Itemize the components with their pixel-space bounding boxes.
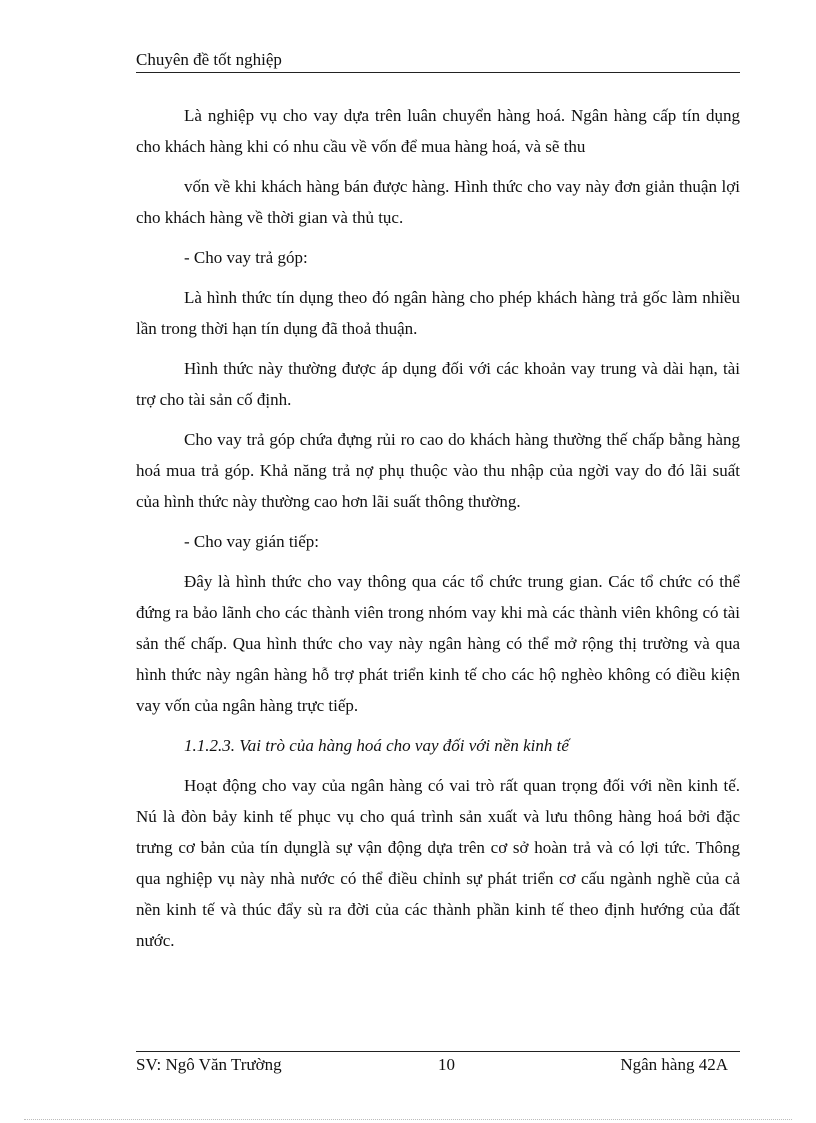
- paragraph: vốn về khi khách hàng bán được hàng. Hình thức cho vay này đơn giản thuận lợi cho khách hàng về thời gian và thủ tục.: [136, 177, 740, 227]
- section-heading: 1.1.2.3. Vai trò của hàng hoá cho vay đối với nền kinh tế: [184, 736, 569, 755]
- paragraph: Hoạt động cho vay của ngân hàng có vai trò rất quan trọng đối với nền kinh tế. Nú là đòn bảy kinh tế phục vụ cho quá trình sản xuất và lưu thông hàng hoá bởi đặc trưng cơ bản của tín dụnglà sự vận động dựa trên cơ sở hoàn trả và có lợi tức. Thông qua nghiệp vụ này nhà nước có thể điều chỉnh sự phát triển cơ cấu ngành nghề của cả nền kinh tế và thúc đẩy sù ra đời của các thành phần kinh tế theo định hướng của đất nước.: [136, 776, 740, 950]
- paragraph: Cho vay trả góp chứa đựng rủi ro cao do khách hàng thường thế chấp bằng hàng hoá mua trả góp. Khả năng trả nợ phụ thuộc vào thu nhập của ngời vay do đó lãi suất của hình thức này thường cao hơn lãi suất thông thường.: [136, 430, 740, 511]
- paragraph: Là nghiệp vụ cho vay dựa trên luân chuyển hàng hoá. Ngân hàng cấp tín dụng cho khách hàng khi có nhu cầu về vốn để mua hàng hoá, và sẽ thu: [136, 106, 740, 156]
- page-bottom-edge: [24, 1119, 792, 1120]
- footer-class: Ngân hàng 42A: [620, 1055, 728, 1074]
- list-heading: - Cho vay gián tiếp:: [184, 532, 320, 551]
- document-body: [136, 100, 740, 956]
- footer-student: SV: Ngô Văn Trường: [136, 1055, 282, 1074]
- footer-divider: [136, 1051, 740, 1052]
- paragraph: Đây là hình thức cho vay thông qua các tổ chức trung gian. Các tổ chức có thể đứng ra bảo lãnh cho các thành viên trong nhóm vay khi mà các thành viên không có tài sản thế chấp. Qua hình thức cho vay này ngân hàng có thể mở rộng thị trường và qua hình thức này ngân hàng hỗ trợ phát triển kinh tế cho các hộ nghèo không có điều kiện vay vốn của ngân hàng trực tiếp.: [136, 572, 740, 715]
- page-number: 10: [438, 1055, 455, 1074]
- page-header: Chuyên đề tốt nghiệp: [136, 50, 740, 73]
- list-heading: - Cho vay trả góp:: [184, 248, 308, 267]
- paragraph: Là hình thức tín dụng theo đó ngân hàng cho phép khách hàng trả gốc làm nhiều lần trong thời hạn tín dụng đã thoả thuận.: [136, 288, 740, 338]
- paragraph: Hình thức này thường được áp dụng đối với các khoản vay trung và dài hạn, tài trợ cho tài sản cố định.: [136, 359, 740, 409]
